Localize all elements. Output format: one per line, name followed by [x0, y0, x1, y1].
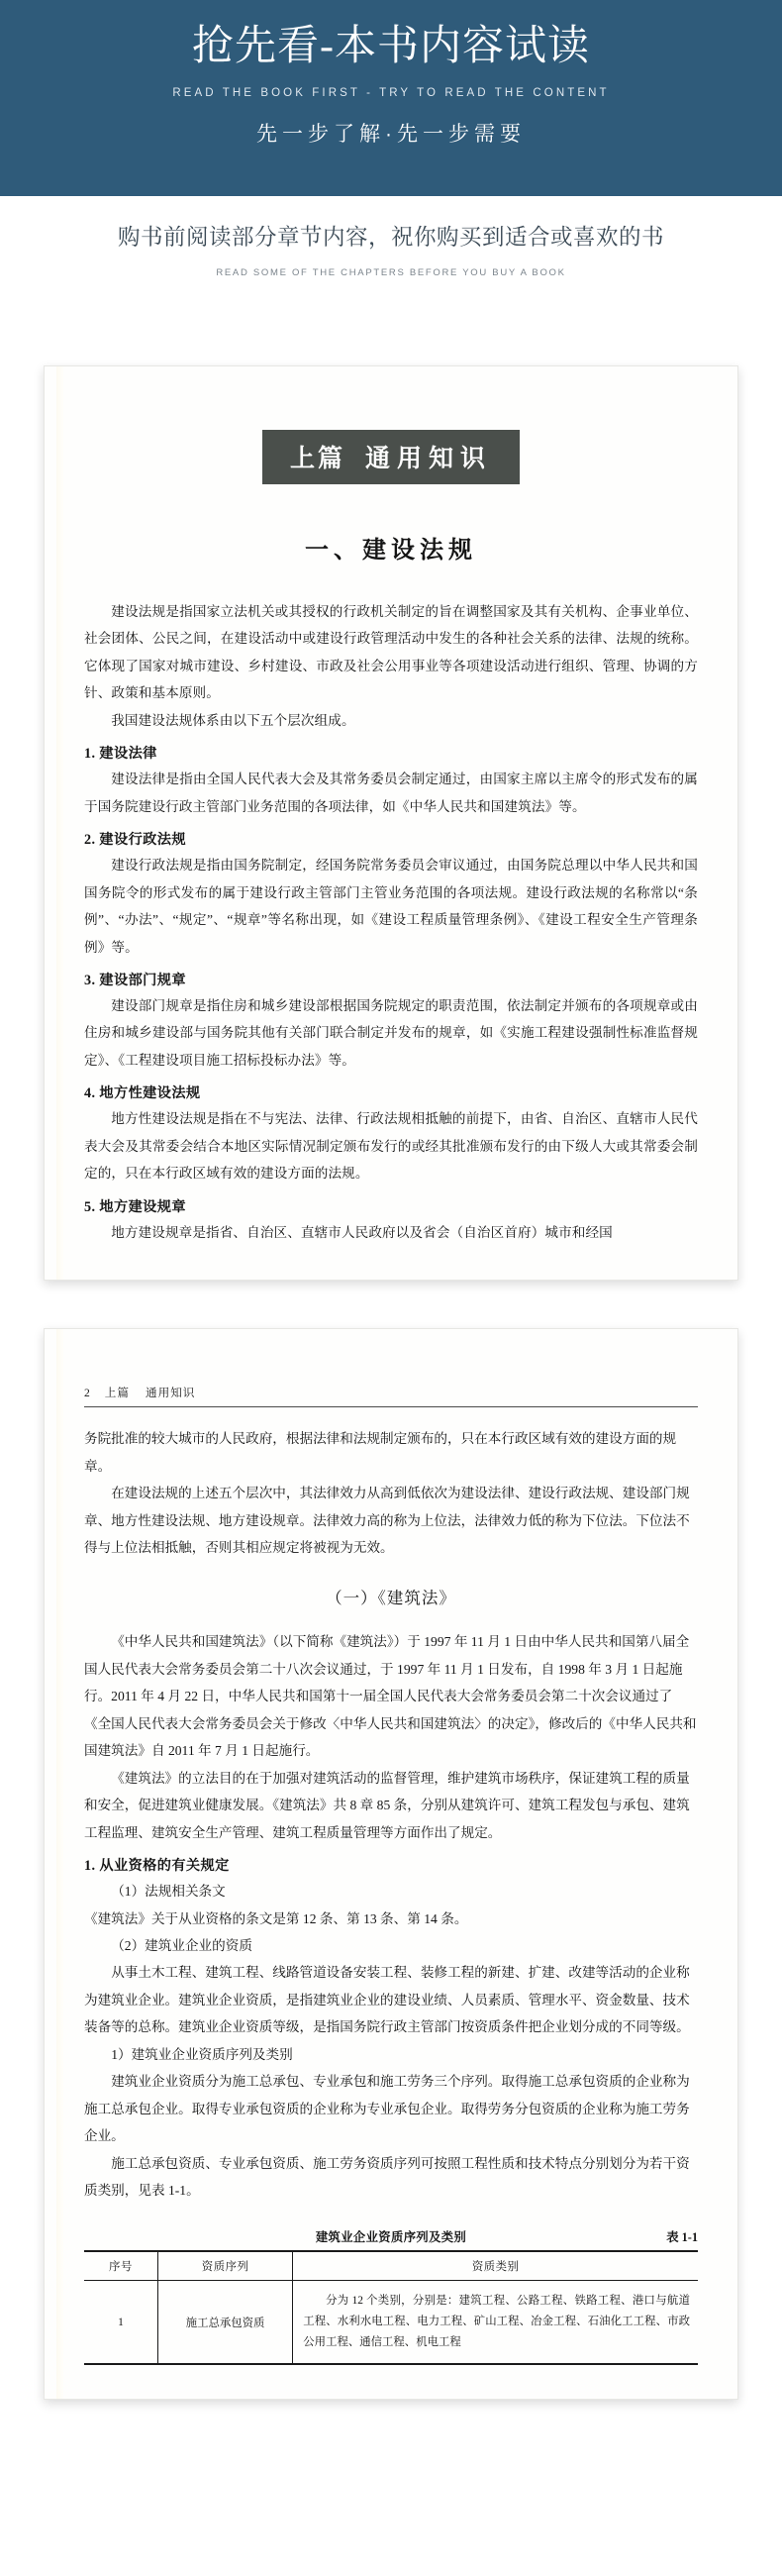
qualification-heading: 1. 从业资格的有关规定 — [84, 1858, 230, 1875]
running-head-section: 通用知识 — [146, 1387, 196, 1400]
book-page-1 — [44, 365, 738, 1281]
subheading-english: READ SOME OF THE CHAPTERS BEFORE YOU BUY A BOOK — [216, 267, 566, 278]
part-banner-right: 通用知识 — [365, 446, 493, 472]
banner-title: 抢先看-本书内容试读 — [192, 24, 590, 69]
section-body-3: 建设部门规章是指住房和城乡建设部根据国务院规定的职责范围，依法制定并颁布的各项规章或由住房和城乡建设部与国务院其他有关部门联合制定并发布的规章，如《实施工程建设强制性标准监督规定》、《工程建设项目施工招标投标办法》等。 — [84, 997, 698, 1068]
part-banner-left: 上篇 — [289, 446, 345, 472]
part-banner — [262, 430, 520, 484]
item-1-body: 《建筑法》关于从业资格的条文是第 12 条、第 13 条、第 14 条。 — [84, 1910, 468, 1926]
running-head-page-number: 2 — [84, 1387, 91, 1400]
table-cell-no: 1 — [84, 2281, 157, 2364]
table-header-category: 资质类别 — [293, 2251, 698, 2281]
banner-subtitle-english: READ THE BOOK FIRST - TRY TO READ THE CONTENT — [172, 86, 610, 99]
subheading-chinese: 购书前阅读部分章节内容，祝你购买到适合或喜欢的书 — [117, 225, 664, 250]
table-header-row — [84, 2251, 698, 2281]
item-3-label: 1）建筑业企业资质序列及类别 — [111, 2046, 293, 2062]
item-2-label: （2）建筑业企业的资质 — [111, 1937, 252, 1953]
continued-paragraph-2: 在建设法规的上述五个层次中，其法律效力从高到低依次为建设法律、建设行政法规、建设部门规章、地方性建设法规、地方建设规章。法律效力高的称为上位法，法律效力低的称为下位法。下位法不得与上位法相抵触，否则其相应规定将被视为无效。 — [84, 1486, 690, 1555]
table-body — [84, 2281, 698, 2364]
table-caption: 建筑业企业资质序列及类别 — [315, 2230, 467, 2245]
section-heading-5: 5. 地方建设规章 — [84, 1198, 186, 1215]
running-head-rule — [84, 1406, 698, 1407]
section-body-5: 地方建设规章是指省、自治区、直辖市人民政府以及省会（自治区首府）城市和经国 — [111, 1224, 613, 1240]
running-head — [84, 1355, 698, 1400]
promo-subheading — [0, 196, 782, 278]
item-1-label: （1）法规相关条文 — [111, 1884, 226, 1900]
banner-subtitle-chinese: 先一步了解·先一步需要 — [256, 122, 526, 146]
table-cell-category: 分为 12 个类别，分别是：建筑工程、公路工程、铁路工程、港口与航道工程、水利水电工程、电力工程、矿山工程、冶金工程、石油化工工程、市政公用工程、通信工程、机电工程 — [293, 2281, 698, 2364]
section-heading-4: 4. 地方性建设法规 — [84, 1085, 201, 1102]
table-row — [84, 2281, 698, 2364]
chapter-title: 一、建设法规 — [305, 538, 477, 564]
intro-paragraph-1: 建设法规是指国家立法机关或其授权的行政机关制定的旨在调整国家及其有关机构、企事业单位、社会团体、公民之间，在建设活动中或建设行政管理活动中发生的各种社会关系的法律、法规的统称。它体现了国家对城市建设、乡村建设、市政及社会公用事业等各项建设活动进行组织、管理、协调的方针、政策和基本原则。 — [84, 604, 698, 701]
table-header-no: 序号 — [84, 2251, 157, 2281]
law-paragraph-1: 《中华人民共和国建筑法》（以下简称《建筑法》）于 1997 年 11 月 1 日由中华人民共和国第八届全国人民代表大会常务委员会第二十八次会议通过，于 1997 年 11 月 1 日发布，自 1998 年 3 月 1 日起施行。2011 年 4 月 22 日，中华人民共和国第十一届全国人民代表大会常务委员会第二十次会议通过了《全国人民代表大会常务委员会关于修改〈中华人民共和国建筑法〉的决定》，修改后的《中华人民共和国建筑法》自 2011 年 7 月 1 日起施行。 — [84, 1634, 697, 1759]
section-heading-1: 1. 建设法律 — [84, 746, 157, 763]
table-caption-row — [84, 2227, 698, 2245]
section-body-2: 建设行政法规是指由国务院制定，经国务院常务委员会审议通过，由国务院总理以中华人民共和国国务院令的形式发布的属于建设行政主管部门主管业务范围的各项法规。建设行政法规的名称常以“条例”、“办法”、“规定”、“规章”等名称出现，如《建设工程质量管理条例》、《建设工程安全生产管理条例》等。 — [84, 858, 698, 955]
subsection-title: （一）《建筑法》 — [326, 1589, 456, 1608]
section-body-4: 地方性建设法规是指在不与宪法、法律、行政法规相抵触的前提下，由省、自治区、直辖市人民代表大会及其常委会结合本地区实际情况制定颁布发行的或经其批准颁布发行的由下级人大或其常委会制定的，只在本行政区域有效的建设方面的法规。 — [84, 1111, 698, 1182]
table-cell-series: 施工总承包资质 — [157, 2281, 292, 2364]
section-body-1: 建设法律是指由全国人民代表大会及其常务委员会制定通过，由国家主席以主席令的形式发布的属于国务院建设行政主管部门业务范围的各项法律，如《中华人民共和国建筑法》等。 — [84, 772, 698, 814]
section-heading-2: 2. 建设行政法规 — [84, 832, 186, 849]
intro-paragraph-2: 我国建设法规体系由以下五个层次组成。 — [111, 712, 355, 728]
item-3-body-1: 建筑业企业资质分为施工总承包、专业承包和施工劳务三个序列。取得施工总承包资质的企业称为施工总承包企业。取得专业承包资质的企业称为专业承包企业。取得劳务分包资质的企业称为施工劳务企业。 — [84, 2074, 690, 2144]
table-header-series: 资质序列 — [157, 2251, 292, 2281]
table-number: 表 1-1 — [666, 2230, 698, 2245]
book-preview-pages — [0, 278, 782, 2576]
book-page-2 — [44, 1328, 738, 2400]
continued-paragraph-1: 务院批准的较大城市的人民政府，根据法律和法规制定颁布的，只在本行政区域有效的建设方面的规章。 — [84, 1431, 677, 1474]
running-head-part: 上篇 — [104, 1387, 130, 1400]
law-paragraph-2: 《建筑法》的立法目的在于加强对建筑活动的监督管理，维护建筑市场秩序，保证建筑工程的质量和安全，促进建筑业健康发展。《建筑法》共 8 章 85 条，分别从建筑许可、建筑工程发包与承包、建筑工程监理、建筑安全生产管理、建筑工程质量管理等方面作出了规定。 — [84, 1770, 690, 1840]
part-banner-wrapper — [84, 430, 698, 484]
item-3-body-2: 施工总承包资质、专业承包资质、施工劳务资质序列可按照工程性质和技术特点分别划分为若干资质类别，见表 1-1。 — [84, 2155, 690, 2199]
item-2-body: 从事土木工程、建筑工程、线路管道设备安装工程、装修工程的新建、扩建、改建等活动的企业称为建筑业企业。建筑业企业资质，是指建筑业企业的建设业绩、人员素质、管理水平、资金数量、技术装备等的总称。建筑业企业资质等级，是指国务院行政主管部门按资质条件把企业划分成的不同等级。 — [84, 1965, 690, 2035]
promo-banner — [0, 0, 782, 196]
section-heading-3: 3. 建设部门规章 — [84, 972, 186, 988]
table-head — [84, 2251, 698, 2281]
qualification-table — [84, 2250, 698, 2364]
